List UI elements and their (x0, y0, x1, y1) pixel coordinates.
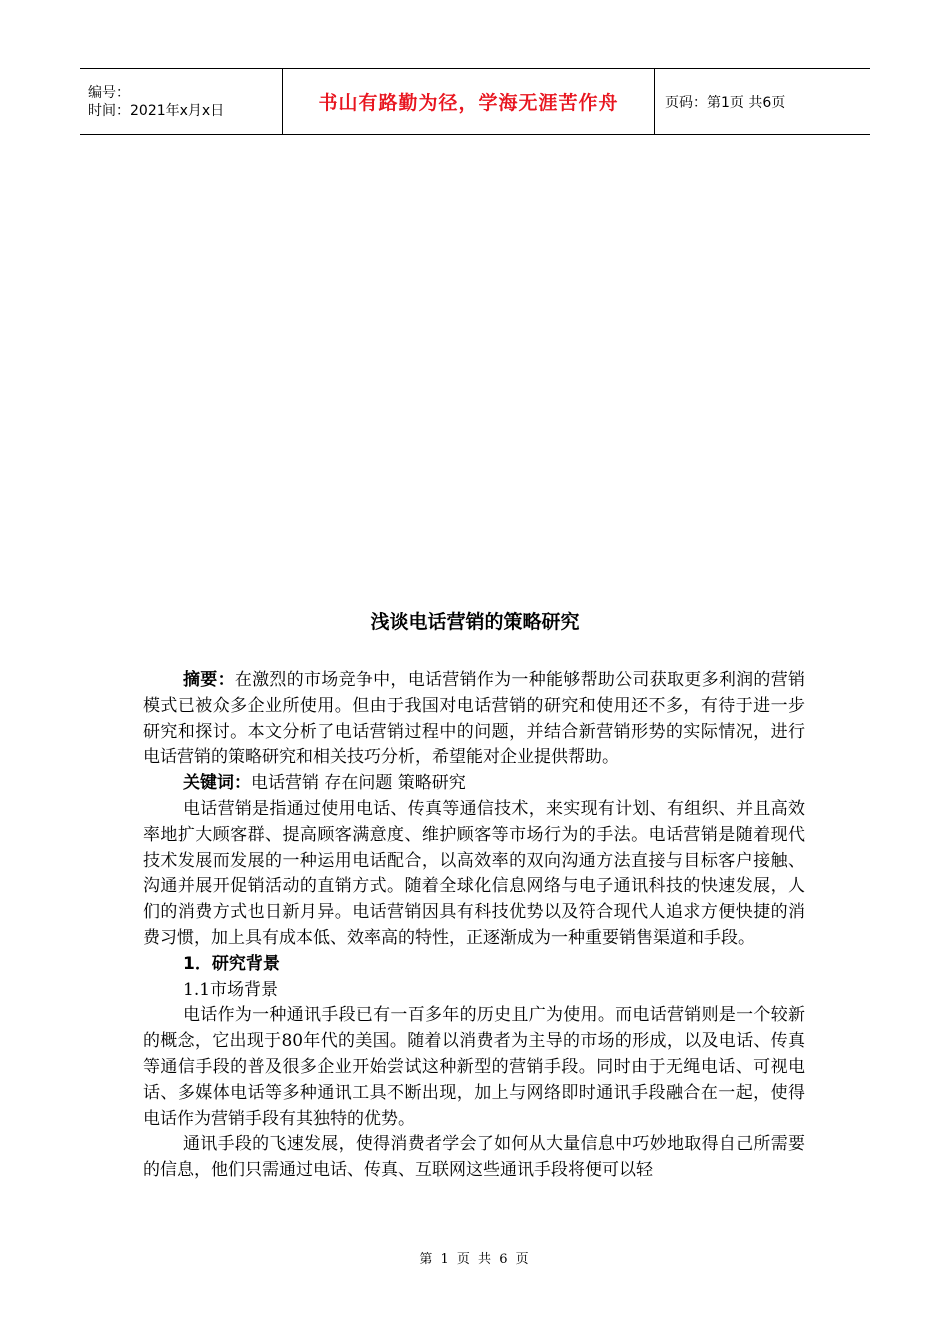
header-page-label: 页码：第1页 共6页 (665, 94, 786, 111)
body-paragraph-3: 通讯手段的飞速发展，使得消费者学会了如何从大量信息中巧妙地取得自己所需要的信息，他们只需通过电话、传真、互联网这些通讯手段将便可以轻 (143, 1134, 805, 1181)
header-page-cell (655, 69, 870, 134)
section1-1-heading: 1.1市场背景 (183, 979, 279, 1000)
section1-heading: 1．研究背景 (183, 953, 280, 974)
abstract-text: 在激烈的市场竞争中，电话营销作为一种能够帮助公司获取更多利润的营销模式已被众多企业所使用。但由于我国对电话营销的研究和使用还不多，有待于进一步研究和探讨。本文分析了电话营销过程中的问题，并结合新营销形势的实际情况，进行电话营销的策略研究和相关技巧分析，希望能对企业提供帮助。 (143, 670, 806, 768)
abstract-label: 摘要： (183, 670, 235, 690)
header-meta (80, 69, 282, 134)
time-label: 时间：2021年x月x日 (88, 102, 225, 119)
document-title: 浅谈电话营销的策略研究 (370, 611, 580, 633)
document-body (143, 668, 805, 1184)
number-label: 编号： (88, 84, 130, 101)
abstract-paragraph (143, 668, 805, 771)
page-header (80, 68, 870, 135)
page-footer: 第 1 页 共 6 页 (419, 1252, 531, 1267)
intro-paragraph: 电话营销是指通过使用电话、传真等通信技术，来实现有计划、有组织、并且高效率地扩大顾客群、提高顾客满意度、维护顾客等市场行为的手法。电话营销是随着现代技术发展而发展的一种运用电话配合，以高效率的双向沟通方法直接与目标客户接触、沟通并展开促销活动的直销方式。随着全球化信息网络与电子通讯科技的快速发展，人们的消费方式也日新月异。电话营销因具有科技优势以及符合现代人追求方便快捷的消费习惯，加上具有成本低、效率高的特性，正逐渐成为一种重要销售渠道和手段。 (143, 798, 805, 948)
keywords-label: 关键词： (183, 773, 251, 794)
body-paragraph-2: 电话作为一种通讯手段已有一百多年的历史且广为使用。而电话营销则是一个较新的概念，它出现于80年代的美国。随着以消费者为主导的市场的形成，以及电话、传真等通信手段的普及很多企业开始尝试这种新型的营销手段。同时由于无绳电话、可视电话、多媒体电话等多种通讯工具不断出现，加上与网络即时通讯手段融合在一起，使得电话作为营销手段有其独特的优势。 (143, 1005, 805, 1129)
header-motto-cell (282, 69, 655, 134)
keywords-paragraph (143, 771, 805, 797)
header-motto: 书山有路勤为径，学海无涯苦作舟 (318, 92, 619, 114)
keywords-text: 电话营销 存在问题 策略研究 (251, 773, 466, 794)
